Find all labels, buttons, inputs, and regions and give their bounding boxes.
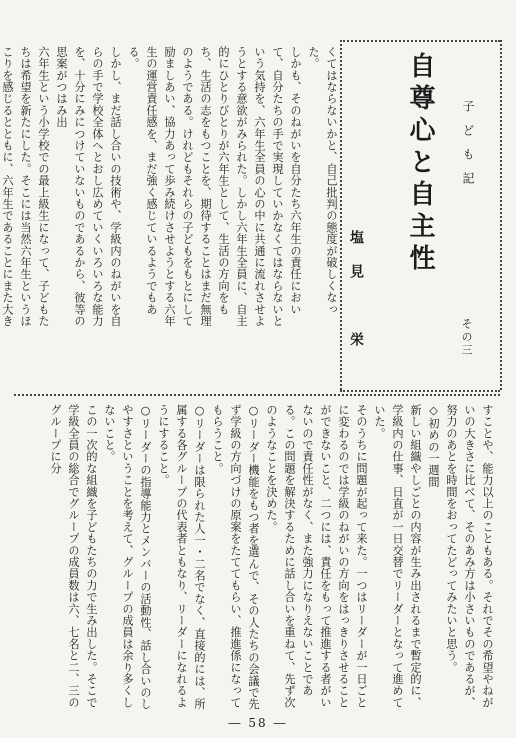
series-number: その三 xyxy=(460,318,473,357)
body-text-bottom: すことや、能力以上のこともある。それでその希望やねがいの大きさに比べて、そのあみ方は小さいものであるが、努力のあとを時間をおってたどってみたいと思う。 ◇初めの一週間 新しい組織やしごとの内容が生み出されるまで暫定的に、学級内の仕事、日直が一日交替でリーダーとなって進めていた。 そのうちに問題が起って来た。一つはリーダーが一日ごとに変わるのでは学級のねがいの方向をはっきりさせることができないこと、二つには、責任をもって推進する者がいないので責任性がなく、また強力になりえないことである。この問題を解決するために話し合いを重ねて、先ず次のようなことを決めた。 ○リーダー機能をもつ者を選んで、その人たちの会議で先ず学級の方向づけの原案をたててもらい、推進係になってもらうこと。 ○リーダーは限られた人一・二名でなく、直接的には、所属する各グループの代表者ともなり、リーダーになれるようにすること。 ○リーダーの指導能力とメンバーの活動性、話し合いのしやすさということを考えて、グループの成員は余り多くしないこと。 この一次的な組織を子どもたちの力で生み出した。そこで学級全員の総合でグループの成員数は六、七名と二、三のグループに分 xyxy=(49,404,494,710)
section-divider xyxy=(14,394,500,396)
title-box-top-rule xyxy=(340,40,500,42)
page-number: ― 58 ― xyxy=(228,716,288,730)
article-title: 自尊心と自主性 xyxy=(405,52,435,276)
author-name: 塩見 栄 xyxy=(348,230,364,366)
title-box-right-dotted-rule xyxy=(500,40,502,390)
title-box-bottom-rule xyxy=(340,390,500,392)
title-box-left-dotted-rule xyxy=(340,40,342,390)
series-label: 子ども記 xyxy=(461,100,475,196)
body-text-top-left: くてはならないかと、自己批判の態度が破しくなった。 しかも、そのねがいを自分たち六年生の責任において、自分たちの手で実現していかなくてはならないという気持を、六年生全員の心の中に共通に流れさせようとする意欲がみられた。しかし六年生全員に、自主的にひとりびとりが六年生として、生活の方向をもち、生活の志をもつことを、期待することはまだ無理のようである。けれどもそれらの子どもをもとにして励ましあい、協力あって歩み続けさせようとする六年生の運営責任感を、まだ強く感じているようでもある。 しかし、まだ話し合いの技術や、学級内のねがいを自らの手で学校全体へとおし広めていくいろいろな能力を、十分にみにつけていないものであるから、彼等の思案がつはみ出 六年生という小学校での最上級生になって、子どもたちは希望を新たにした。そこには当然六年生というほこりを感じるとともに、六年生であることにまた大き xyxy=(1,46,338,327)
